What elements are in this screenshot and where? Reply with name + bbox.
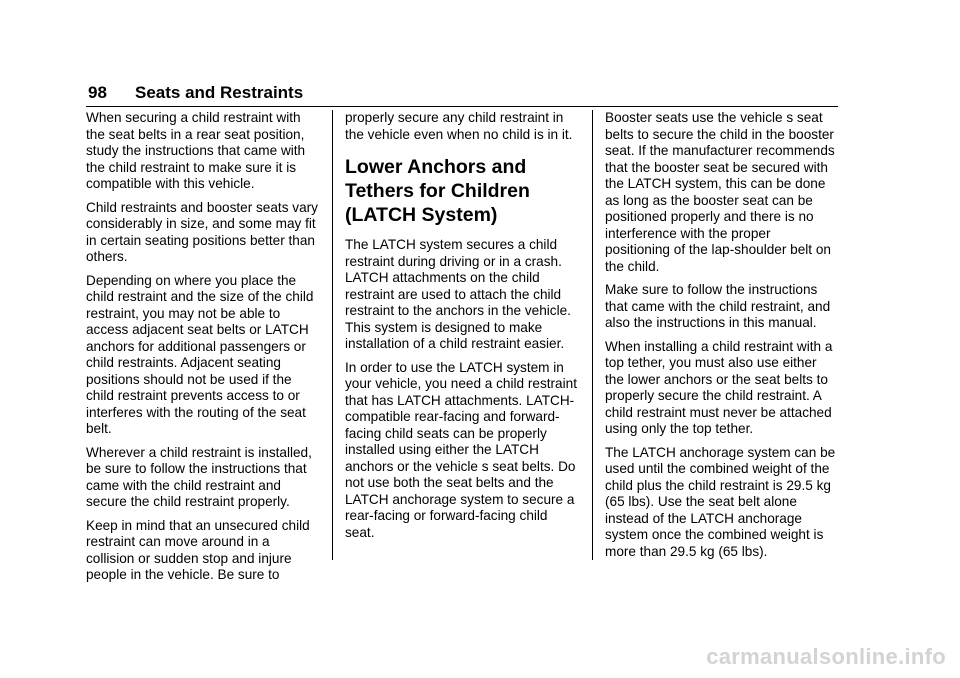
column-divider [592,110,593,560]
paragraph: When installing a child restraint with a top tether, you must also use either the lower anchors or the seat belts to properly secure the child restraint. A child restraint must never be attached using only the top tether. [605,338,833,436]
page-header [86,80,838,107]
text-column-2 [345,110,577,548]
paragraph: The LATCH system secures a child restraint during driving or in a crash. LATCH attachments on the child restraint are used to attach the child restraint to the anchors in the vehicle. This system is designed to make installation of a child restraint easier. [345,237,571,351]
section-title: Seats and Restraints [135,83,304,102]
paragraph: When securing a child restraint with the seat belts in a rear seat position, study the instructions that came with the child restraint to make sure it is compatible with this vehicle. [86,110,306,191]
paragraph: Booster seats use the vehicle s seat belts to secure the child in the booster seat. If the manufacturer recommends that the booster seat be secured with the LATCH system, this can be done as long as the booster seat can be positioned properly and there is no interference with the proper positioning of the lap-shoulder belt on the child. [605,110,835,274]
paragraph: Child restraints and booster seats vary considerably in size, and some may fit in certain seating positions better than others. [86,199,318,264]
paragraph: In order to use the LATCH system in your vehicle, you need a child restraint that has LATCH attachments. LATCH-compatible rear-facing and forward-facing child seats can be properly installed using either the LATCH anchors or the vehicle s seat belts. Do not use both the seat belts and the LATCH anchorage system to secure a rear-facing or forward-facing child seat. [345,359,577,540]
paragraph: Keep in mind that an unsecured child restraint can move around in a collision or sudden stop and injure people in the vehicle. Be sure to [86,517,310,582]
watermark: carmanualsonline.info [706,644,946,669]
paragraph: Make sure to follow the instructions that came with the child restraint, and also the instructions in this manual. [605,282,831,330]
column-divider [332,110,333,560]
page-number: 98 [88,83,107,102]
text-column-3 [605,110,837,567]
paragraph: Wherever a child restraint is installed, be sure to follow the instructions that came with the child restraint and secure the child restraint properly. [86,444,312,509]
paragraph: The LATCH anchorage system can be used until the combined weight of the child plus the child restraint is 29.5 kg (65 lbs). Use the seat belt alone instead of the LATCH anchorage system once the combined weight is more than 29.5 kg (65 lbs). [605,444,836,559]
paragraph: properly secure any child restraint in the vehicle even when no child is in it. [345,110,573,142]
subsection-heading: Lower Anchors and Tethers for Children (LATCH System) [345,156,530,226]
paragraph: Depending on where you place the child restraint and the size of the child restraint, you may not be able to access adjacent seat belts or LATCH anchors for additional passengers or child restraints. Adjacent seating positions should not be used if the child restraint prevents access to or interferes with the routing of the seat belt. [86,272,314,436]
text-column-1 [86,110,318,591]
